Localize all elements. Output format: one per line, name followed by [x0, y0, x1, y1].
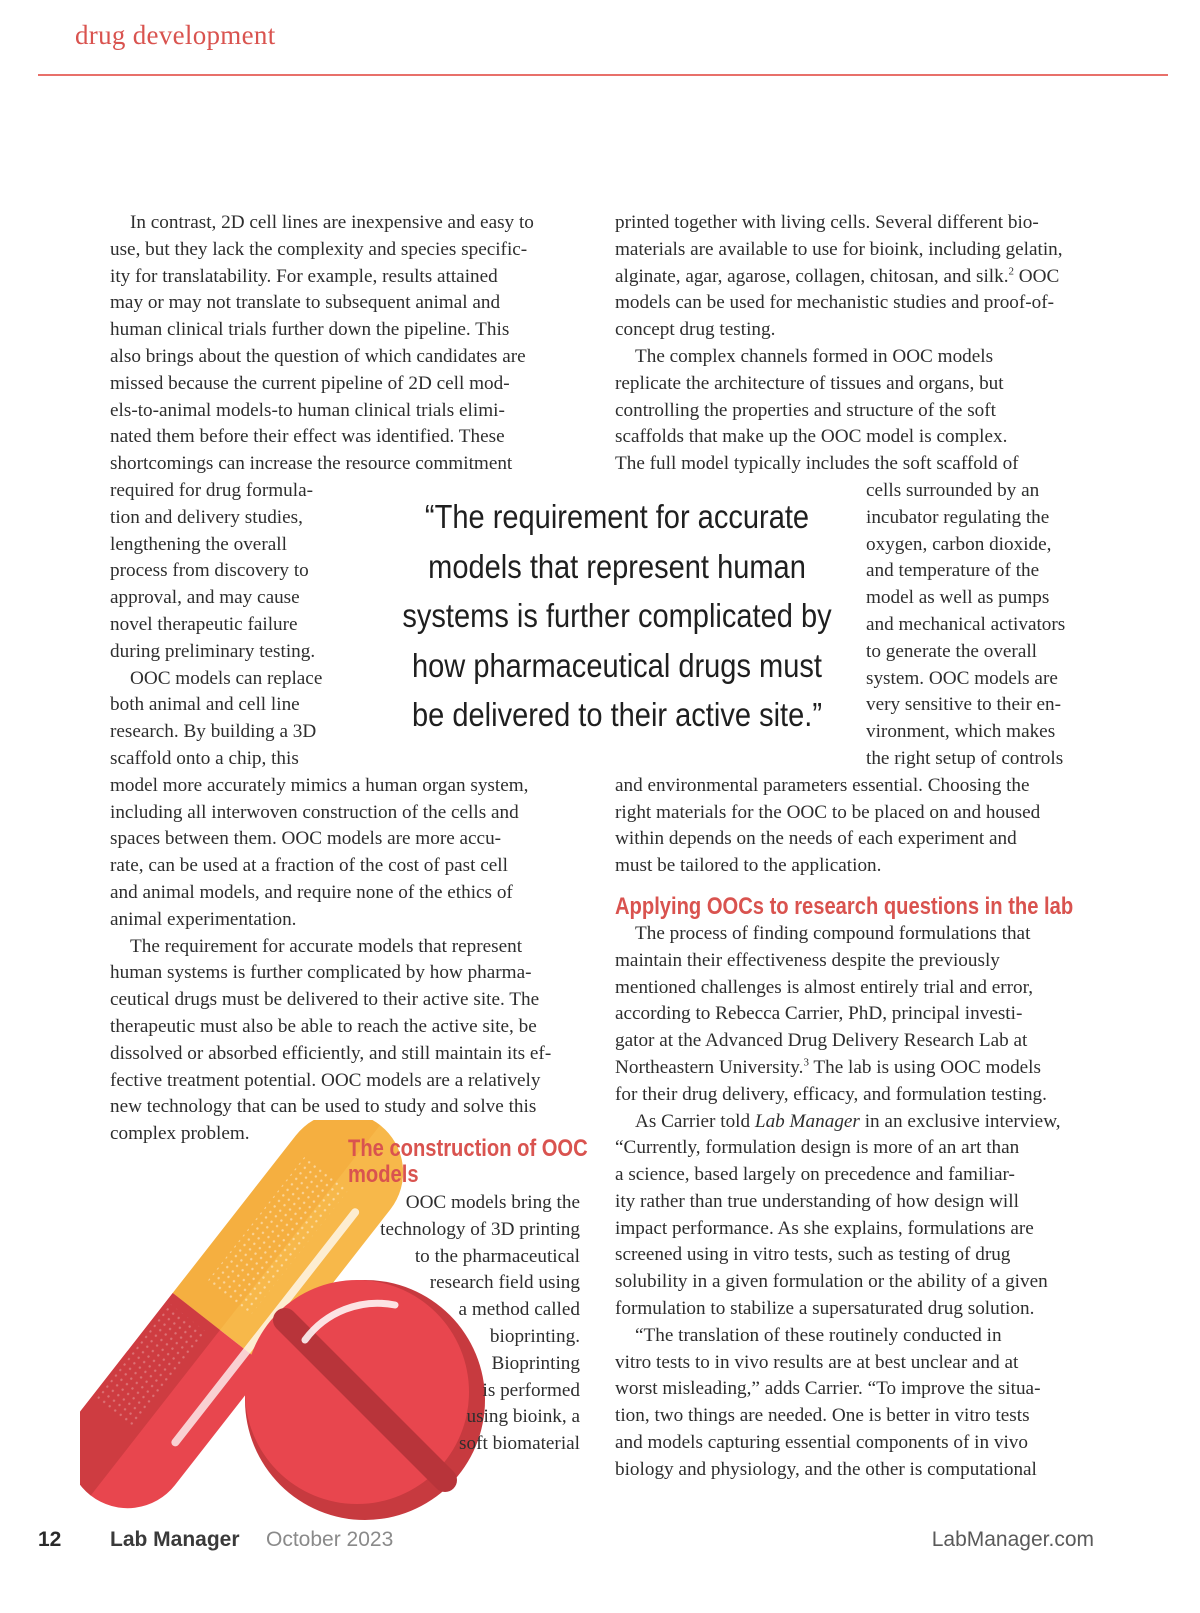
left-paragraph-3	[110, 934, 590, 1148]
text-line: ity for translatability. For example, results attained	[110, 265, 498, 287]
text-line: dissolved or absorbed efficiently, and still maintain its ef-	[110, 1042, 552, 1064]
section-header: drug development	[75, 20, 276, 50]
text-line: The requirement for accurate models that represent	[130, 935, 523, 957]
text-line: model more accurately mimics a human organ system,	[110, 774, 529, 796]
construction-text	[340, 1190, 580, 1458]
right-paragraph-1	[615, 210, 1100, 344]
text-line-tail: OOC	[1014, 265, 1060, 287]
text-line: animal experimentation.	[110, 908, 297, 930]
text-line: incubator regulating the	[866, 506, 1050, 528]
footnote-marker: 2	[1008, 265, 1014, 278]
text-line: controlling the properties and structure of the soft	[615, 399, 996, 421]
text-line: missed because the current pipeline of 2D cell mod-	[110, 372, 510, 394]
construction-heading-line-2: models	[348, 1161, 419, 1188]
text-line: system. OOC models are	[866, 667, 1058, 689]
text-line: Bioprinting	[491, 1352, 580, 1374]
text-line: according to Rebecca Carrier, PhD, principal investi-	[615, 1003, 1023, 1025]
text-line: the right setup of controls	[866, 747, 1064, 769]
text-line: also brings about the question of which candidates are	[110, 345, 526, 367]
text-line: screened using in vitro tests, such as testing of drug	[615, 1244, 1011, 1266]
text-line: cells surrounded by an	[866, 479, 1040, 501]
text-line: must be tailored to the application.	[615, 855, 882, 877]
text-line: materials are available to use for bioink, including gelatin,	[615, 238, 1063, 260]
text-line: The complex channels formed in OOC models	[635, 345, 994, 367]
page-number: 12	[38, 1528, 62, 1551]
text-line-tail: The lab is using OOC models	[808, 1056, 1041, 1078]
text-line: vitro tests to in vivo results are at best unclear and at	[615, 1351, 1019, 1373]
text-line: vironment, which makes	[866, 721, 1056, 743]
text-line: scaffolds that make up the OOC model is complex.	[615, 426, 1008, 448]
text-line: use, but they lack the complexity and species specific-	[110, 238, 528, 260]
text-line: printed together with living cells. Several different bio-	[615, 212, 1039, 233]
text-line: tion and delivery studies,	[110, 506, 303, 528]
text-line: process from discovery to	[110, 560, 309, 582]
text-line: soft biomaterial	[459, 1433, 580, 1455]
text-line: very sensitive to their en-	[866, 694, 1062, 716]
text-line: rate, can be used at a fraction of the cost of past cell	[110, 855, 508, 877]
text-fragment: in an exclusive interview,	[859, 1110, 1061, 1132]
text-line: “The translation of these routinely conducted in	[635, 1324, 1002, 1346]
text-line: a method called	[458, 1299, 580, 1321]
publication-name: Lab Manager	[110, 1528, 240, 1551]
text-line: therapeutic must also be able to reach the active site, be	[110, 1015, 537, 1037]
right-column	[615, 210, 1100, 1484]
text-line: “Currently, formulation design is more of an art than	[615, 1137, 1020, 1159]
text-line: using bioink, a	[466, 1406, 580, 1428]
text-line: Northeastern University.$^3$ The lab is using OOC models	[615, 1056, 1041, 1078]
text-line: tion, two things are needed. One is better in vitro tests	[615, 1405, 1030, 1427]
text-line: and environmental parameters essential. Choosing the	[615, 774, 1030, 796]
text-line: ceutical drugs must be delivered to their active site. The	[110, 989, 540, 1011]
text-line: model as well as pumps	[866, 587, 1050, 609]
text-line: technology of 3D printing	[380, 1218, 580, 1240]
text-line: scaffold onto a chip, this	[110, 747, 299, 769]
text-line: new technology that can be used to study and solve this	[110, 1096, 537, 1118]
text-line: shortcomings can increase the resource commitment	[110, 453, 513, 475]
text-line: maintain their effectiveness despite the previously	[615, 949, 1000, 971]
magazine-title: Lab Manager	[754, 1110, 860, 1132]
applying-ooc-heading: Applying OOCs to research questions in the lab	[615, 892, 1074, 920]
text-line: OOC models bring the	[405, 1192, 580, 1213]
text-line: research. By building a 3D	[110, 721, 317, 743]
text-line: human clinical trials further down the pipeline. This	[110, 319, 510, 341]
website-link[interactable]: LabManager.com	[931, 1528, 1094, 1551]
header-rule	[38, 74, 1168, 76]
construction-heading	[348, 1136, 588, 1188]
text-line: and animal models, and require none of the ethics of	[110, 881, 513, 903]
text-line	[615, 1109, 1100, 1136]
text-line: and temperature of the	[866, 560, 1040, 582]
text-line: ity rather than true understanding of how design will	[615, 1190, 1019, 1212]
text-line: and models capturing essential components of in vivo	[615, 1432, 1028, 1454]
right-paragraph-3	[615, 921, 1100, 1109]
right-paragraph-4	[615, 1109, 1100, 1323]
pull-quote: “The requirement for accurate models that represent human systems is further complicated by how pharmaceutical drugs must be delivered to their active site.”	[402, 498, 832, 733]
text-line: required for drug formula-	[110, 479, 313, 501]
text-line: spaces between them. OOC models are more accu-	[110, 828, 502, 850]
text-line: within depends on the needs of each experiment and	[615, 828, 1017, 850]
text-line: fective treatment potential. OOC models are a relatively	[110, 1069, 541, 1091]
text-line: research field using	[429, 1272, 580, 1294]
text-line: In contrast, 2D cell lines are inexpensive and easy to	[130, 212, 534, 233]
right-paragraph-5	[615, 1323, 1100, 1484]
text-fragment: As Carrier told	[635, 1110, 755, 1132]
text-line: biology and physiology, and the other is computational	[615, 1458, 1037, 1480]
text-line: approval, and may cause	[110, 587, 300, 609]
text-line: The process of finding compound formulations that	[635, 922, 1031, 944]
text-line: concept drug testing.	[615, 319, 776, 341]
text-line: impact performance. As she explains, formulations are	[615, 1217, 1034, 1239]
text-line: may or may not translate to subsequent animal and	[110, 292, 501, 314]
text-line: alginate, agar, agarose, collagen, chitosan, and silk.$^2$ OOC	[615, 265, 1060, 287]
text-line: The full model typically includes the soft scaffold of	[615, 453, 1019, 475]
text-line: right materials for the OOC to be placed on and housed	[615, 801, 1041, 823]
text-line: during preliminary testing.	[110, 640, 316, 662]
text-line: OOC models can replace	[130, 667, 323, 689]
text-line: a science, based largely on precedence and familiar-	[615, 1164, 1015, 1186]
right-paragraph-2	[615, 344, 1100, 880]
text-line: oxygen, carbon dioxide,	[866, 533, 1052, 555]
text-line: is performed	[482, 1379, 580, 1401]
text-line: models can be used for mechanistic studies and proof-of-	[615, 292, 1055, 314]
text-line: worst misleading,” adds Carrier. “To improve the situa-	[615, 1378, 1041, 1400]
text-line: bioprinting.	[489, 1325, 580, 1347]
text-line: for their drug delivery, efficacy, and formulation testing.	[615, 1083, 1047, 1105]
text-line: both animal and cell line	[110, 694, 300, 716]
text-line: gator at the Advanced Drug Delivery Research Lab at	[615, 1030, 1028, 1052]
footnote-marker: 3	[803, 1056, 809, 1069]
text-line: complex problem.	[110, 1123, 250, 1145]
text-line: to the pharmaceutical	[414, 1245, 580, 1267]
text-line: formulation to stabilize a supersaturated drug solution.	[615, 1298, 1035, 1320]
construction-heading-line-1: The construction of OOC	[348, 1135, 588, 1162]
text-line: solubility in a given formulation or the ability of a given	[615, 1271, 1048, 1293]
text-line: replicate the architecture of tissues and organs, but	[615, 372, 1004, 394]
text-line: els-to-animal models-to human clinical trials elimi-	[110, 399, 505, 421]
issue-date: October 2023	[266, 1528, 394, 1551]
text-line: mentioned challenges is almost entirely trial and error,	[615, 976, 1034, 998]
text-line: to generate the overall	[866, 640, 1038, 662]
text-line: and mechanical activators	[866, 613, 1066, 635]
text-line: human systems is further complicated by how pharma-	[110, 962, 532, 984]
text-line: novel therapeutic failure	[110, 613, 298, 635]
text-line: including all interwoven construction of the cells and	[110, 801, 519, 823]
text-line: lengthening the overall	[110, 533, 287, 555]
text-line: nated them before their effect was identified. These	[110, 426, 505, 448]
